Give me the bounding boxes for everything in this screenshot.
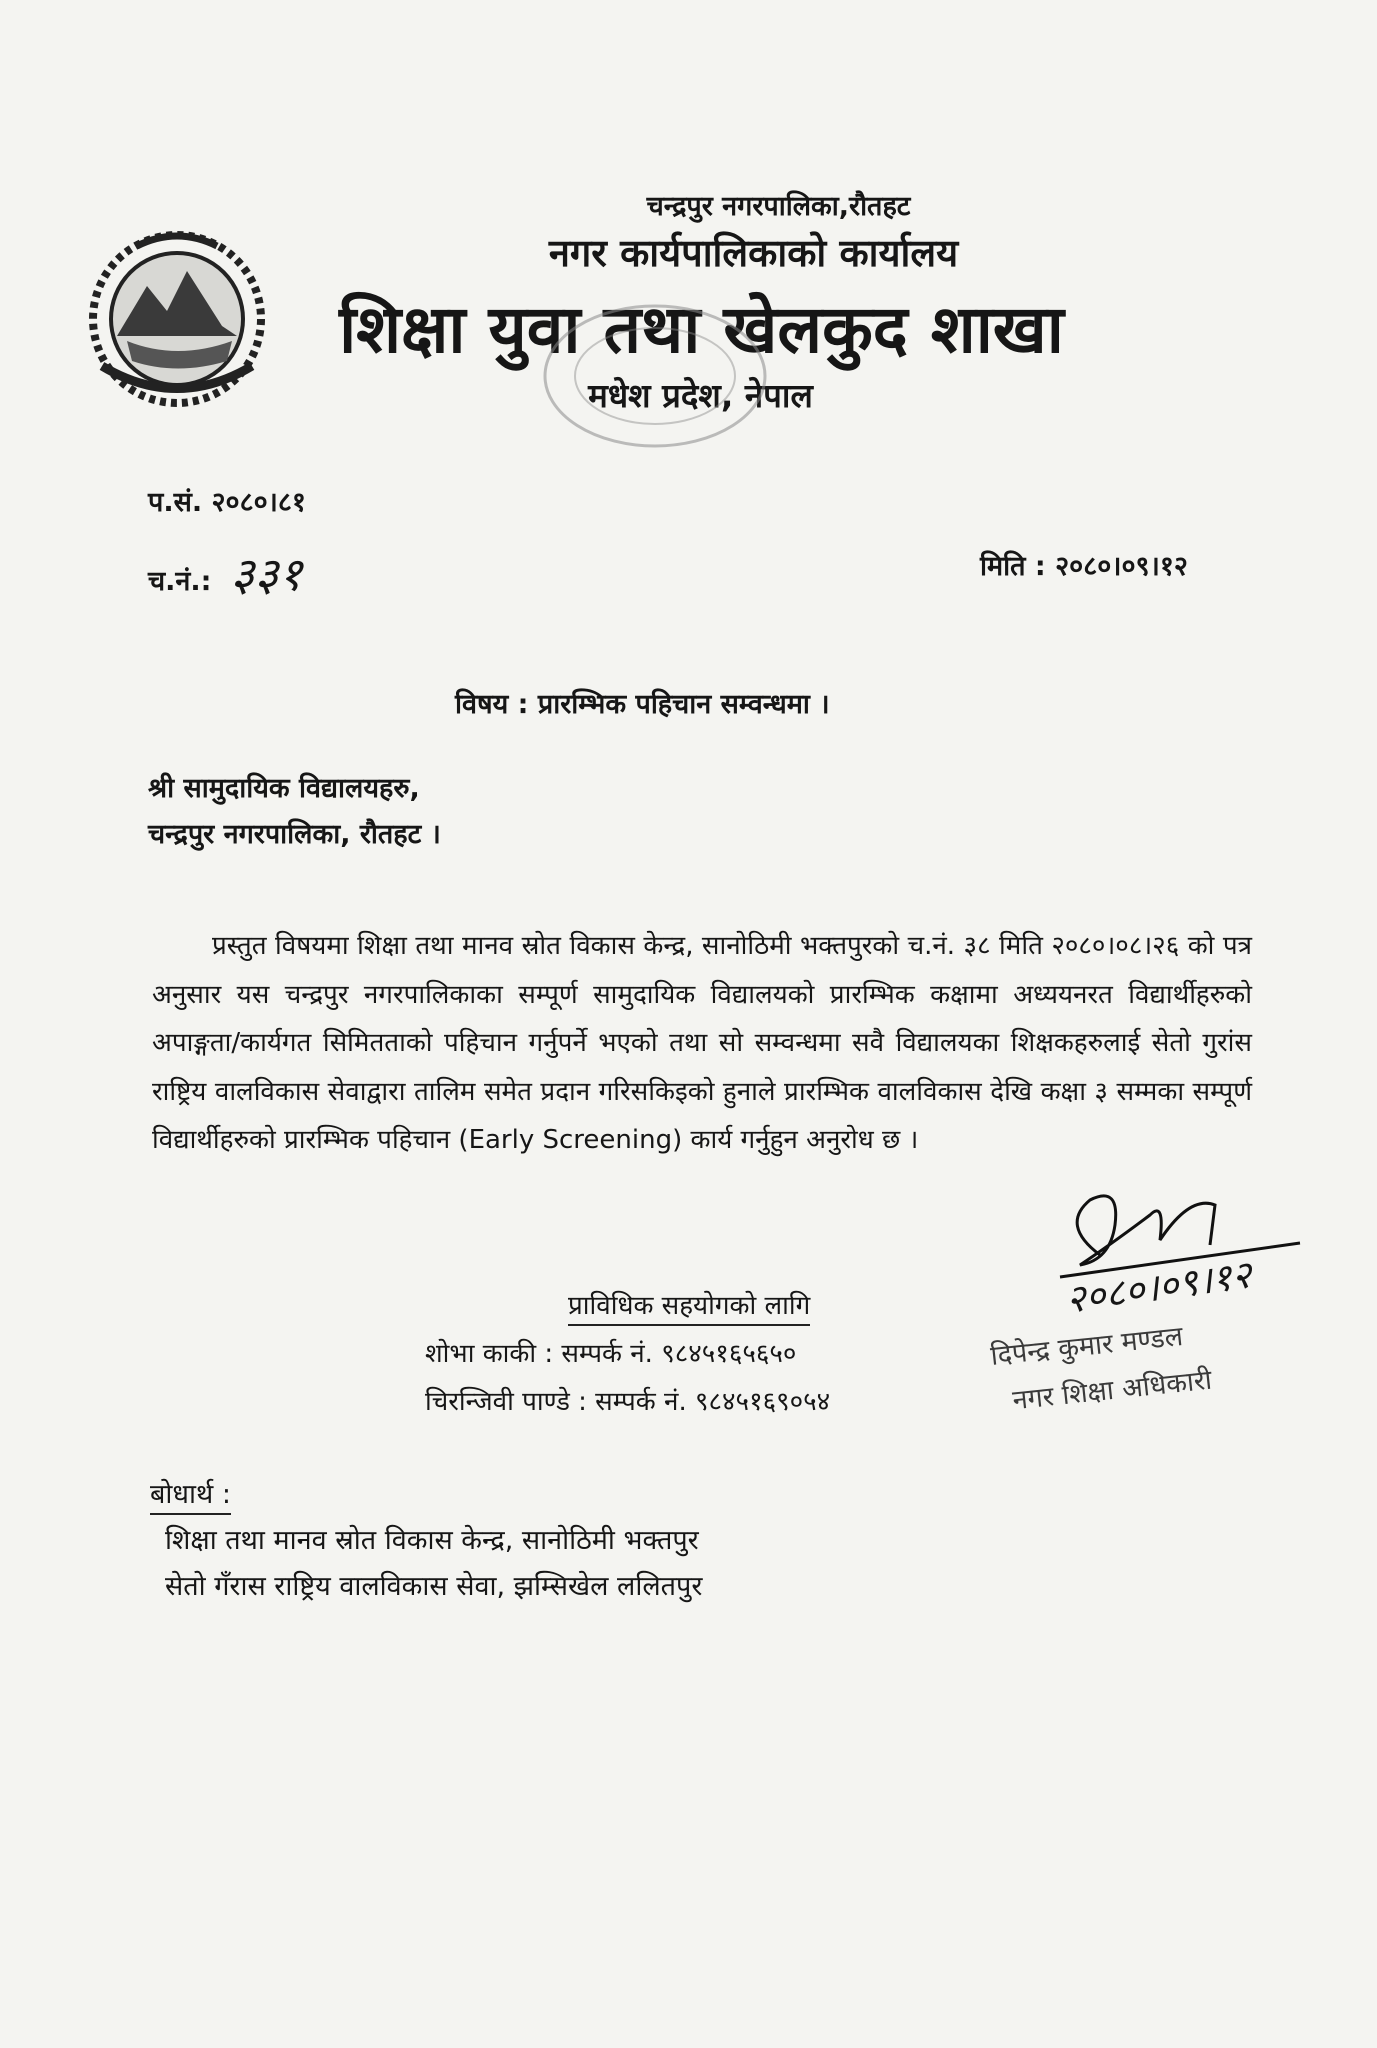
branch-title: शिक्षा युवा तथा खेलकुद शाखा bbox=[339, 291, 1064, 368]
letter-body: प्रस्तुत विषयमा शिक्षा तथा मानव स्रोत विकास केन्द्र, सानोठिमी भक्तपुरको च.नं. ३८ मिति २०८०।०८।२६ को पत्र अनुसार यस चन्द्रपुर नगरपालिकाका सम्पूर्ण सामुदायिक विद्यालयको प्रारम्भिक कक्षामा अध्ययनरत विद्यार्थीहरुको अपाङ्गता/कार्यगत सिमितताको पहिचान गर्नुपर्ने भएको तथा सो सम्वन्धमा सवै विद्यालयका शिक्षकहरुलाई सेतो गुरांस राष्ट्रिय वालविकास सेवाद्वारा तालिम समेत प्रदान गरिसकिइको हुनाले प्रारम्भिक वालविकास देखि कक्षा ३ सम्मका सम्पूर्ण विद्यार्थीहरुको प्रारम्भिक पहिचान (Early Screening) कार्य गर्नुहुन अनुरोध छ । bbox=[152, 931, 1252, 1155]
support-heading: प्राविधिक सहयोगको लागि bbox=[568, 1286, 810, 1326]
signature-date: २०८०।०९।१२ bbox=[1062, 1252, 1255, 1322]
dispatch-label: च.नं.: bbox=[148, 566, 212, 597]
province-name: मधेश प्रदेश, नेपाल bbox=[588, 376, 813, 415]
cc-line-1: शिक्षा तथा मानव स्रोत विकास केन्द्र, सानोठिमी भक्तपुर bbox=[165, 1525, 699, 1556]
cc-heading: बोधार्थ : bbox=[150, 1474, 231, 1515]
addressee-line-2: चन्द्रपुर नगरपालिका, रौतहट । bbox=[148, 819, 441, 850]
letter-subject: विषय : प्रारम्भिक पहिचान सम्वन्धमा । bbox=[455, 689, 830, 720]
signatory-name: दिपेन्द्र कुमार मण्डल bbox=[989, 1320, 1185, 1372]
support-contact-2: चिरन्जिवी पाण्डे : सम्पर्क नं. ९८४५१६९०५४ bbox=[425, 1387, 831, 1417]
office-name: नगर कार्यपालिकाको कार्यालय bbox=[548, 231, 959, 275]
cc-line-2: सेतो गँरास राष्ट्रिय वालविकास सेवा, झम्सिखेल ललितपुर bbox=[165, 1571, 703, 1602]
dispatch-number: ३३१ bbox=[230, 547, 303, 601]
municipality-name: चन्द्रपुर नगरपालिका,रौतहट bbox=[646, 191, 911, 222]
support-contact-1: शोभा काकी : सम्पर्क नं. ९८४५१६५६५० bbox=[425, 1339, 797, 1369]
office-stamp-icon bbox=[530, 296, 780, 456]
signatory-title: नगर शिक्षा अधिकारी bbox=[1011, 1364, 1214, 1417]
addressee-line-1: श्री सामुदायिक विद्यालयहरु, bbox=[148, 773, 420, 804]
fiscal-year: प.सं. २०८०।८१ bbox=[148, 487, 306, 518]
dispatch-number-row bbox=[148, 542, 302, 604]
letter-date: मिति : २०८०।०९।१२ bbox=[980, 551, 1188, 582]
